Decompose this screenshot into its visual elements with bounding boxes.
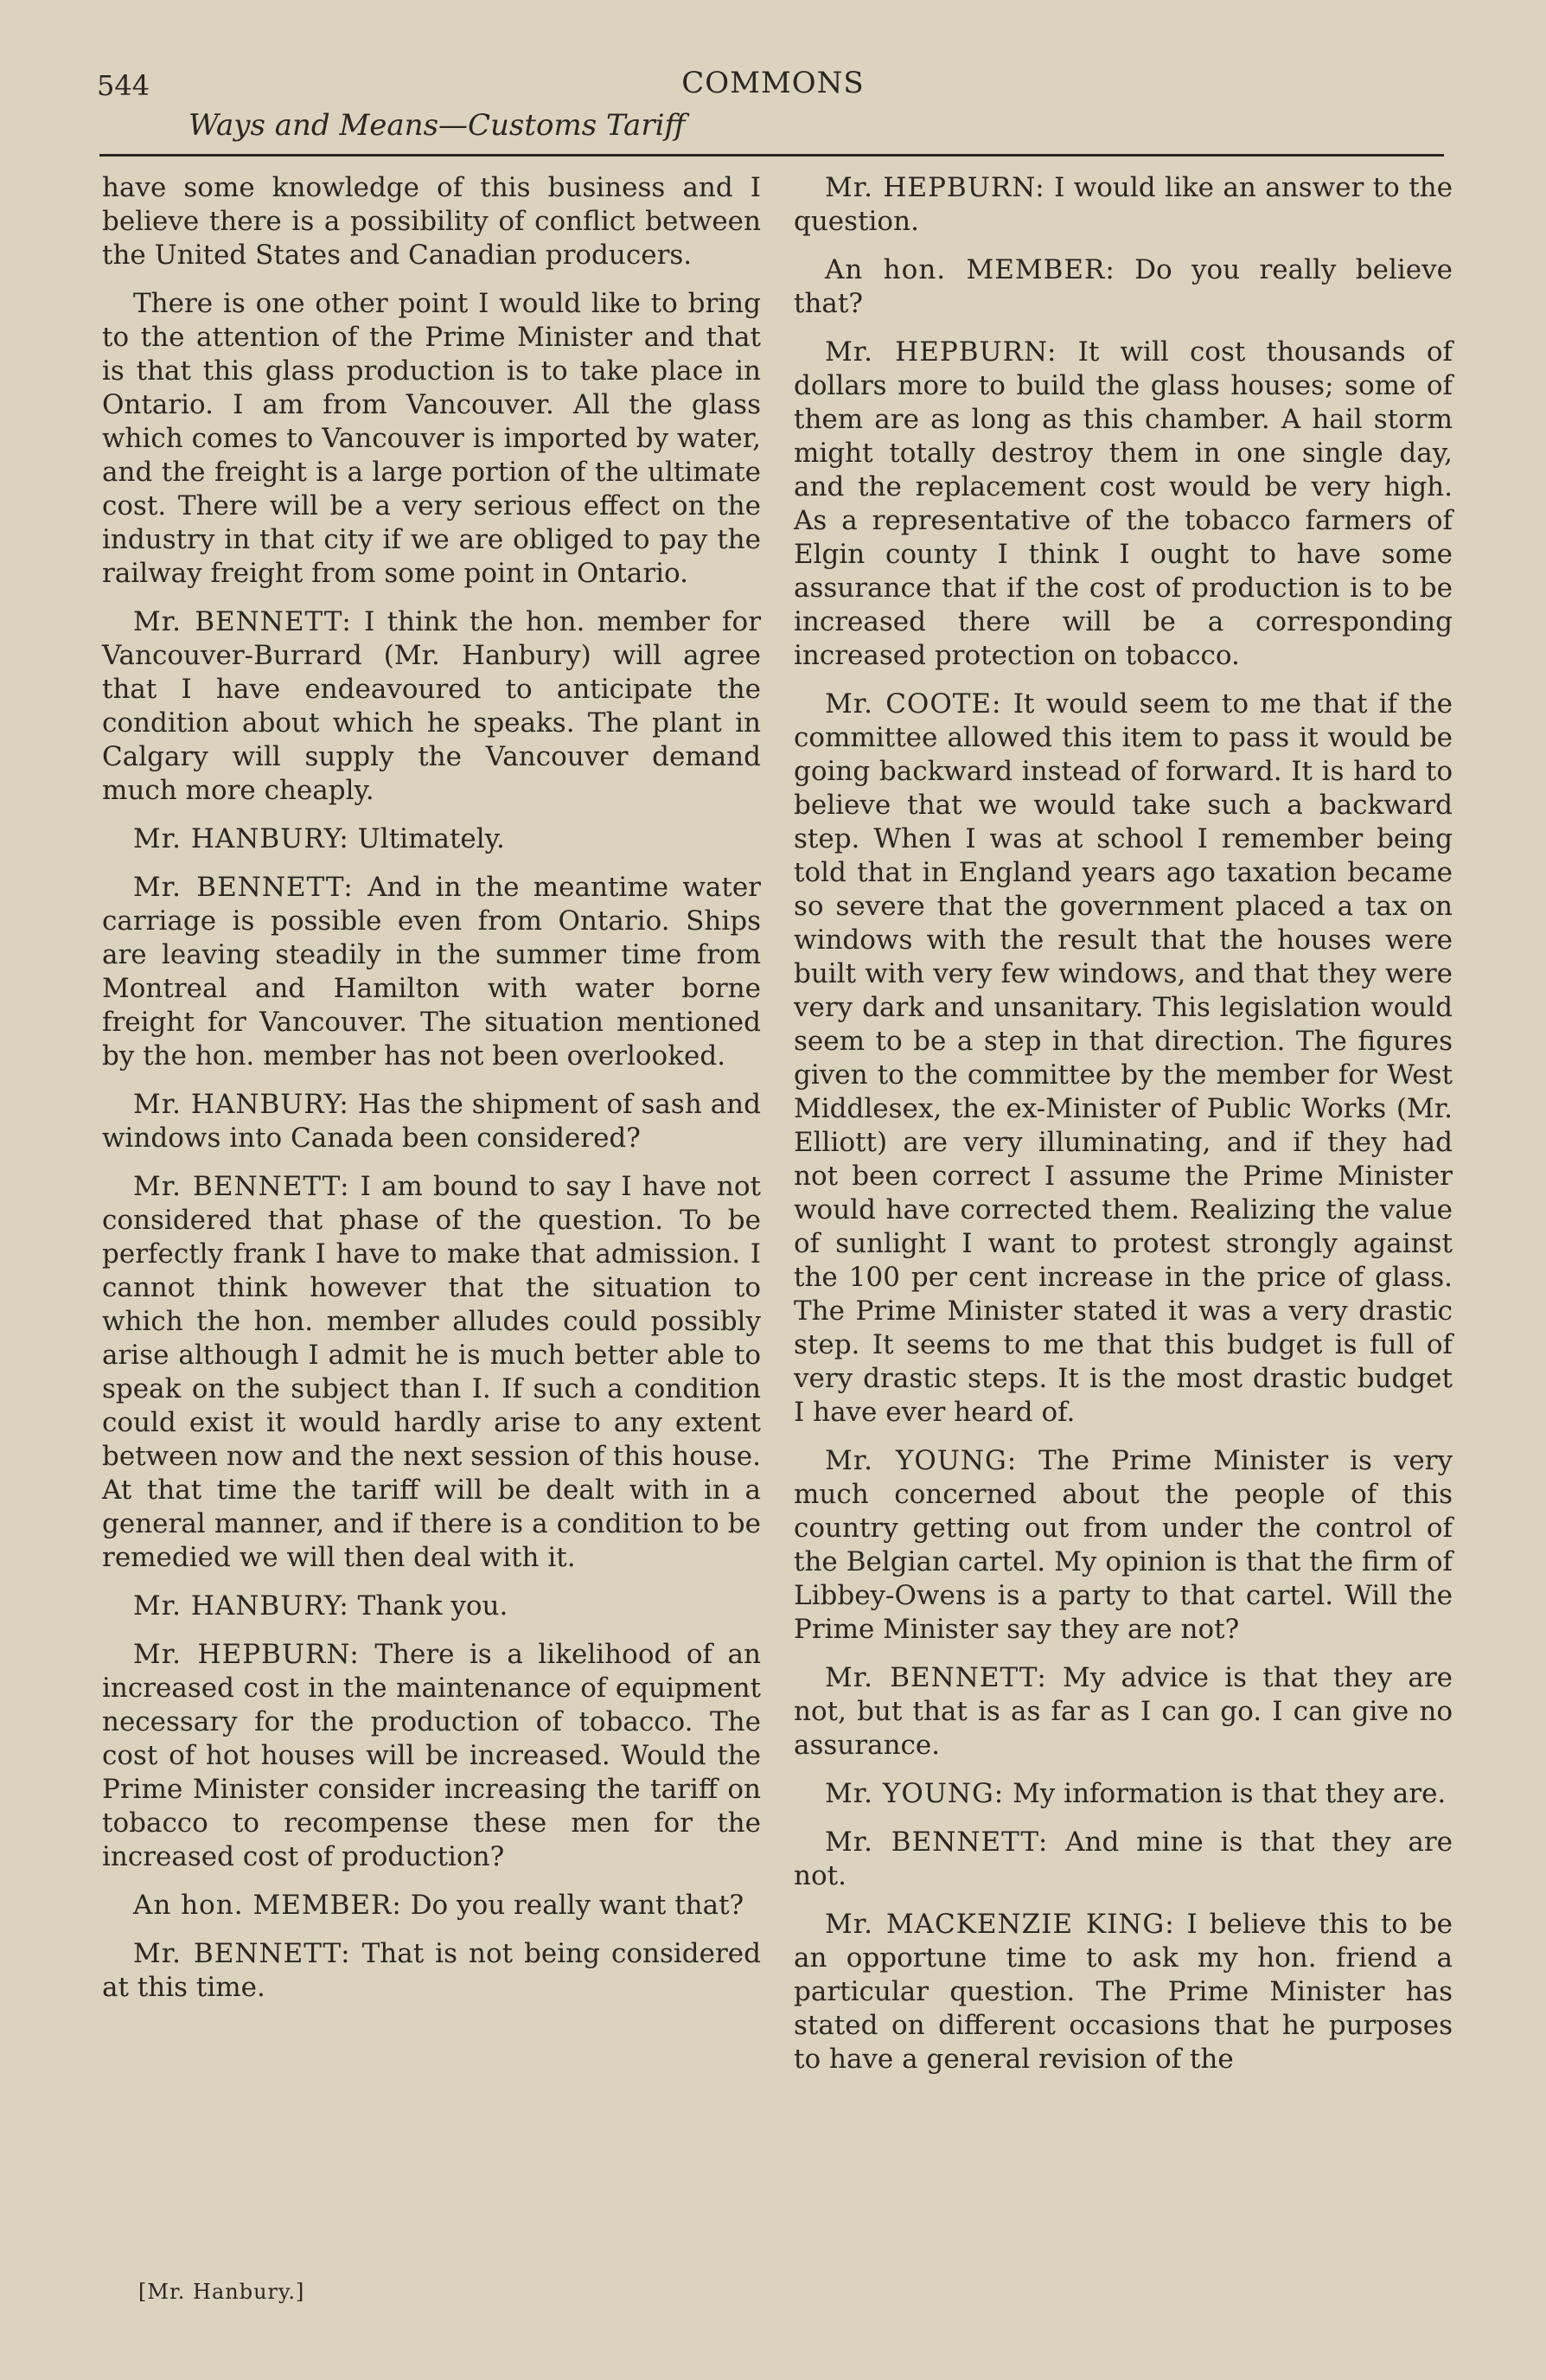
speaker-name: Mr. HANBURY: bbox=[133, 1590, 349, 1622]
paragraph-text: That is not being considered at this time. bbox=[102, 1938, 761, 2003]
paragraph bbox=[794, 1444, 1453, 1647]
paragraph-text: And mine is that they are not. bbox=[794, 1827, 1453, 1891]
paragraph bbox=[794, 253, 1453, 321]
paragraph bbox=[102, 1937, 761, 2005]
speaker-name: Mr. MACKENZIE KING: bbox=[825, 1909, 1175, 1940]
paragraph bbox=[102, 1170, 761, 1575]
speaker-name: An hon. MEMBER: bbox=[133, 1890, 402, 1921]
footer-attribution: [Mr. Hanbury.] bbox=[138, 2280, 305, 2304]
paragraph-text: My information is that they are. bbox=[1013, 1778, 1447, 1809]
running-title: COMMONS bbox=[681, 66, 865, 100]
speaker-name: Mr. BENNETT: bbox=[133, 1171, 350, 1202]
paragraph-text: There is a likelihood of an increased cost in the maintenance of equipment necessary for the production of tobacco. The cost of hot houses will be increased. Would the Prime Minister consider increasing the tariff on tobacco to recompense these men for the increased cost of production? bbox=[102, 1639, 761, 1872]
right-column bbox=[794, 171, 1453, 2091]
page-number: 544 bbox=[97, 69, 150, 102]
paragraph bbox=[102, 1088, 761, 1155]
paragraph bbox=[794, 1777, 1453, 1811]
paragraph-text: It would seem to me that if the committee allowed this item to pass it would be going backward instead of forward. It is hard to believe that we would take such a backward step. When I was at school I remember being told that in England years ago taxation became so severe that the government placed a tax on windows with the result that the houses were built with very few windows, and that they were very dark and unsanitary. This legislation would seem to be a step in that direction. The figures given to the committee by the member for West Middlesex, the ex-Minister of Public Works (Mr. Elliott) are very illuminating, and if they had not been correct I assume the Prime Minister would have corrected them. Realizing the value of sunlight I want to protest strongly against the 100 per cent increase in the price of glass. The Prime Minister stated it was a very drastic step. It seems to me that this budget is full of very drastic steps. It is the most drastic budget I have ever heard of. bbox=[794, 688, 1453, 1428]
speaker-name: Mr. BENNETT: bbox=[133, 1938, 351, 1969]
speaker-name: Mr. HANBURY: bbox=[133, 823, 349, 854]
paragraph-text: And in the meantime water carriage is possible even from Ontario. Ships are leaving steadily in the summer time from Montreal and Hamilton with water borne freight for Vancouver. The situation mentioned by the hon. member has not been overlooked. bbox=[102, 872, 762, 1072]
paragraph bbox=[102, 605, 761, 808]
paragraph-text: Ultimately. bbox=[357, 823, 505, 854]
speaker-name: Mr. BENNETT: bbox=[133, 606, 352, 637]
paragraph-text: have some knowledge of this business and I believe there is a possibility of conflict between the United States and Canadian producers. bbox=[102, 172, 761, 271]
paragraph-text: There is one other point I would like to bring to the attention of the Prime Minister and that is that this glass production is to take place in Ontario. I am from Vancouver. All the glass which comes to Vancouver is imported by water, and the freight is a large portion of the ultimate cost. There will be a very serious effect on the industry in that city if we are obliged to pay the railway freight from some point in Ontario. bbox=[102, 288, 761, 589]
speaker-name: Mr. HEPBURN: bbox=[133, 1639, 360, 1670]
speaker-name: Mr. BENNETT: bbox=[133, 872, 354, 903]
speaker-name: Mr. BENNETT: bbox=[825, 1662, 1047, 1693]
paragraph-text: Do you really want that? bbox=[410, 1890, 744, 1921]
speaker-name: Mr. YOUNG: bbox=[825, 1445, 1018, 1476]
paragraph-text: The Prime Minister is very much concerned about the people of this country getting out from under the control of the Belgian cartel. My opinion is that the firm of Libbey-Owens is a party to that cartel. Will the Prime Minister say they are not? bbox=[794, 1445, 1453, 1645]
paragraph-text: It will cost thousands of dollars more to build the glass houses; some of them are as long as this chamber. A hail storm might totally destroy them in one single day, and the replacement cost would be very high. As a representative of the tobacco farmers of Elgin county I think I ought to have some assurance that if the cost of production is to be increased there will be a corresponding increased protection on tobacco. bbox=[794, 336, 1453, 671]
paragraph-text: I believe this to be an opportune time to ask my hon. friend a particular question. The Prime Minister has stated on different occasions that he purposes to have a general revision of the bbox=[794, 1909, 1453, 2075]
paragraph bbox=[794, 171, 1453, 239]
paragraph bbox=[102, 1590, 761, 1623]
paragraph bbox=[102, 171, 761, 272]
paragraph-text: Thank you. bbox=[357, 1590, 508, 1622]
paragraph bbox=[794, 688, 1453, 1430]
paragraph-text: Do you really believe that? bbox=[794, 254, 1453, 319]
paragraph bbox=[102, 287, 761, 591]
paragraph bbox=[102, 871, 761, 1073]
speaker-name: Mr. BENNETT: bbox=[825, 1827, 1049, 1858]
paragraph-text: I would like an answer to the question. bbox=[794, 172, 1453, 237]
section-title: Ways and Means—Customs Tariff bbox=[188, 108, 686, 143]
speaker-name: Mr. HANBURY: bbox=[133, 1089, 349, 1120]
paragraph bbox=[102, 822, 761, 856]
paragraph-text: I think the hon. member for Vancouver-Burrard (Mr. Hanbury) will agree that I have endeavoured to anticipate the condition about which he speaks. The plant in Calgary will supply the Vancouver demand much more cheaply. bbox=[102, 606, 762, 806]
speaker-name: Mr. YOUNG: bbox=[825, 1778, 1005, 1809]
paragraph bbox=[794, 1661, 1453, 1763]
header-rule bbox=[99, 154, 1444, 157]
speaker-name: Mr. HEPBURN: bbox=[825, 172, 1045, 203]
speaker-name: Mr. COOTE: bbox=[825, 688, 1002, 720]
paragraph bbox=[102, 1889, 761, 1923]
left-column bbox=[102, 171, 761, 2019]
paragraph bbox=[794, 1908, 1453, 2076]
paragraph-text: My advice is that they are not, but that is as far as I can go. I can give no assurance. bbox=[794, 1662, 1453, 1761]
speaker-name: Mr. HEPBURN: bbox=[825, 336, 1057, 368]
paragraph bbox=[102, 1638, 761, 1874]
paragraph-text: I am bound to say I have not considered that phase of the question. To be perfectly frank I have to make that admission. I cannot think however that the situation to which the hon. member alludes could possibly arise although I admit he is much better able to speak on the subject than I. If such a condition could exist it would hardly arise to any extent between now and the next session of this house. At that time the tariff will be dealt with in a general manner, and if there is a condition to be remedied we will then deal with it. bbox=[102, 1171, 762, 1573]
speaker-name: An hon. MEMBER: bbox=[825, 254, 1115, 285]
paragraph bbox=[794, 336, 1453, 673]
paragraph-text: Has the shipment of sash and windows into Canada been considered? bbox=[102, 1089, 761, 1154]
paragraph bbox=[794, 1826, 1453, 1893]
